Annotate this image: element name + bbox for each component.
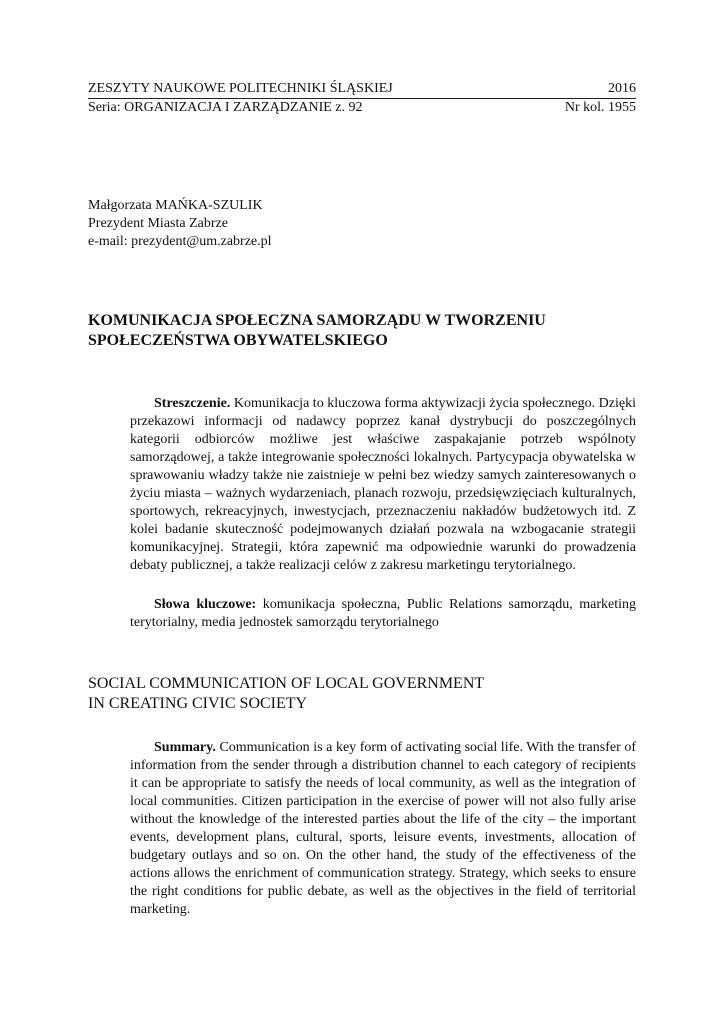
author-name: Małgorzata MAŃKA-SZULIK [88, 198, 263, 213]
header-row-series [88, 99, 636, 117]
keywords-polish-label: Słowa kluczowe: [154, 597, 257, 612]
journal-year: 2016 [608, 81, 636, 96]
keywords-polish [130, 596, 636, 632]
author-email: e-mail: prezydent@um.zabrze.pl [88, 234, 272, 249]
title-english-line1: SOCIAL COMMUNICATION OF LOCAL GOVERNMENT [88, 675, 485, 692]
title-english-line2: IN CREATING CIVIC SOCIETY [88, 695, 308, 712]
abstract-english [130, 739, 636, 919]
journal-issue: Nr kol. 1955 [564, 100, 636, 115]
title-english [88, 674, 484, 714]
title-polish-line1: KOMUNIKACJA SPOŁECZNA SAMORZĄDU W TWORZENIU [88, 312, 546, 329]
abstract-polish-label: Streszczenie. [154, 396, 231, 411]
abstract-english-label: Summary. [154, 740, 216, 755]
keywords-polish-text: komunikacja społeczna, Public Relations samorządu, marketing terytorialny, media jednostek samorządu terytorialnego [130, 597, 636, 630]
header-row-journal [88, 80, 636, 99]
abstract-polish-text: Komunikacja to kluczowa forma aktywizacji życia społecznego. Dzięki przekazowi informacji od nadawcy poprzez kanał dystrybucji do poszczególnych kategorii odbiorców możliwe jest właściwe zaspakajanie potrzeb wspólnoty samorządowej, a także integrowanie społeczności lokalnych. Partycypacja obywatelska w sprawowaniu władzy także nie zaistnieje w pełni bez wiedzy samych zainteresowanych o życiu miasta – ważnych wydarzeniach, planach rozwoju, przedsięwzięciach kulturalnych, sportowych, rekreacyjnych, inwestycjach, przeznaczeniu nakładów budżetowych itd. Z kolei badanie skuteczność podejmowanych działań pozwala na wzbogacanie strategii komunikacyjnej. Strategii, która zapewnić ma odpowiednie warunki do prowadzenia debaty publicznej, a także realizacji celów z zakresu marketingu terytorialnego. [130, 396, 636, 573]
abstract-english-text: Communication is a key form of activating social life. With the transfer of information from the sender through a distribution channel to each category of recipients it can be appropriate to satisfy the needs of local community, as well as the integration of local communities. Citizen participation in the exercise of power will not also fully arise without the knowledge of the interested parties about the life of the city – the important events, development plans, cultural, sports, leisure events, investments, allocation of budgetary outlays and so on. On the other hand, the study of the effectiveness of the actions allows the enrichment of communication strategy. Strategy, which seeks to ensure the right conditions for public debate, as well as the objectives in the field of territorial marketing. [130, 740, 636, 917]
title-polish [88, 311, 648, 351]
journal-name: ZESZYTY NAUKOWE POLITECHNIKI ŚLĄSKIEJ [88, 81, 393, 96]
author-block [88, 197, 272, 251]
running-header [88, 80, 636, 117]
title-polish-line2: SPOŁECZEŃSTWA OBYWATELSKIEGO [88, 332, 388, 349]
journal-series: Seria: ORGANIZACJA I ZARZĄDZANIE z. 92 [88, 100, 363, 115]
author-position: Prezydent Miasta Zabrze [88, 216, 228, 231]
abstract-polish [130, 395, 636, 575]
